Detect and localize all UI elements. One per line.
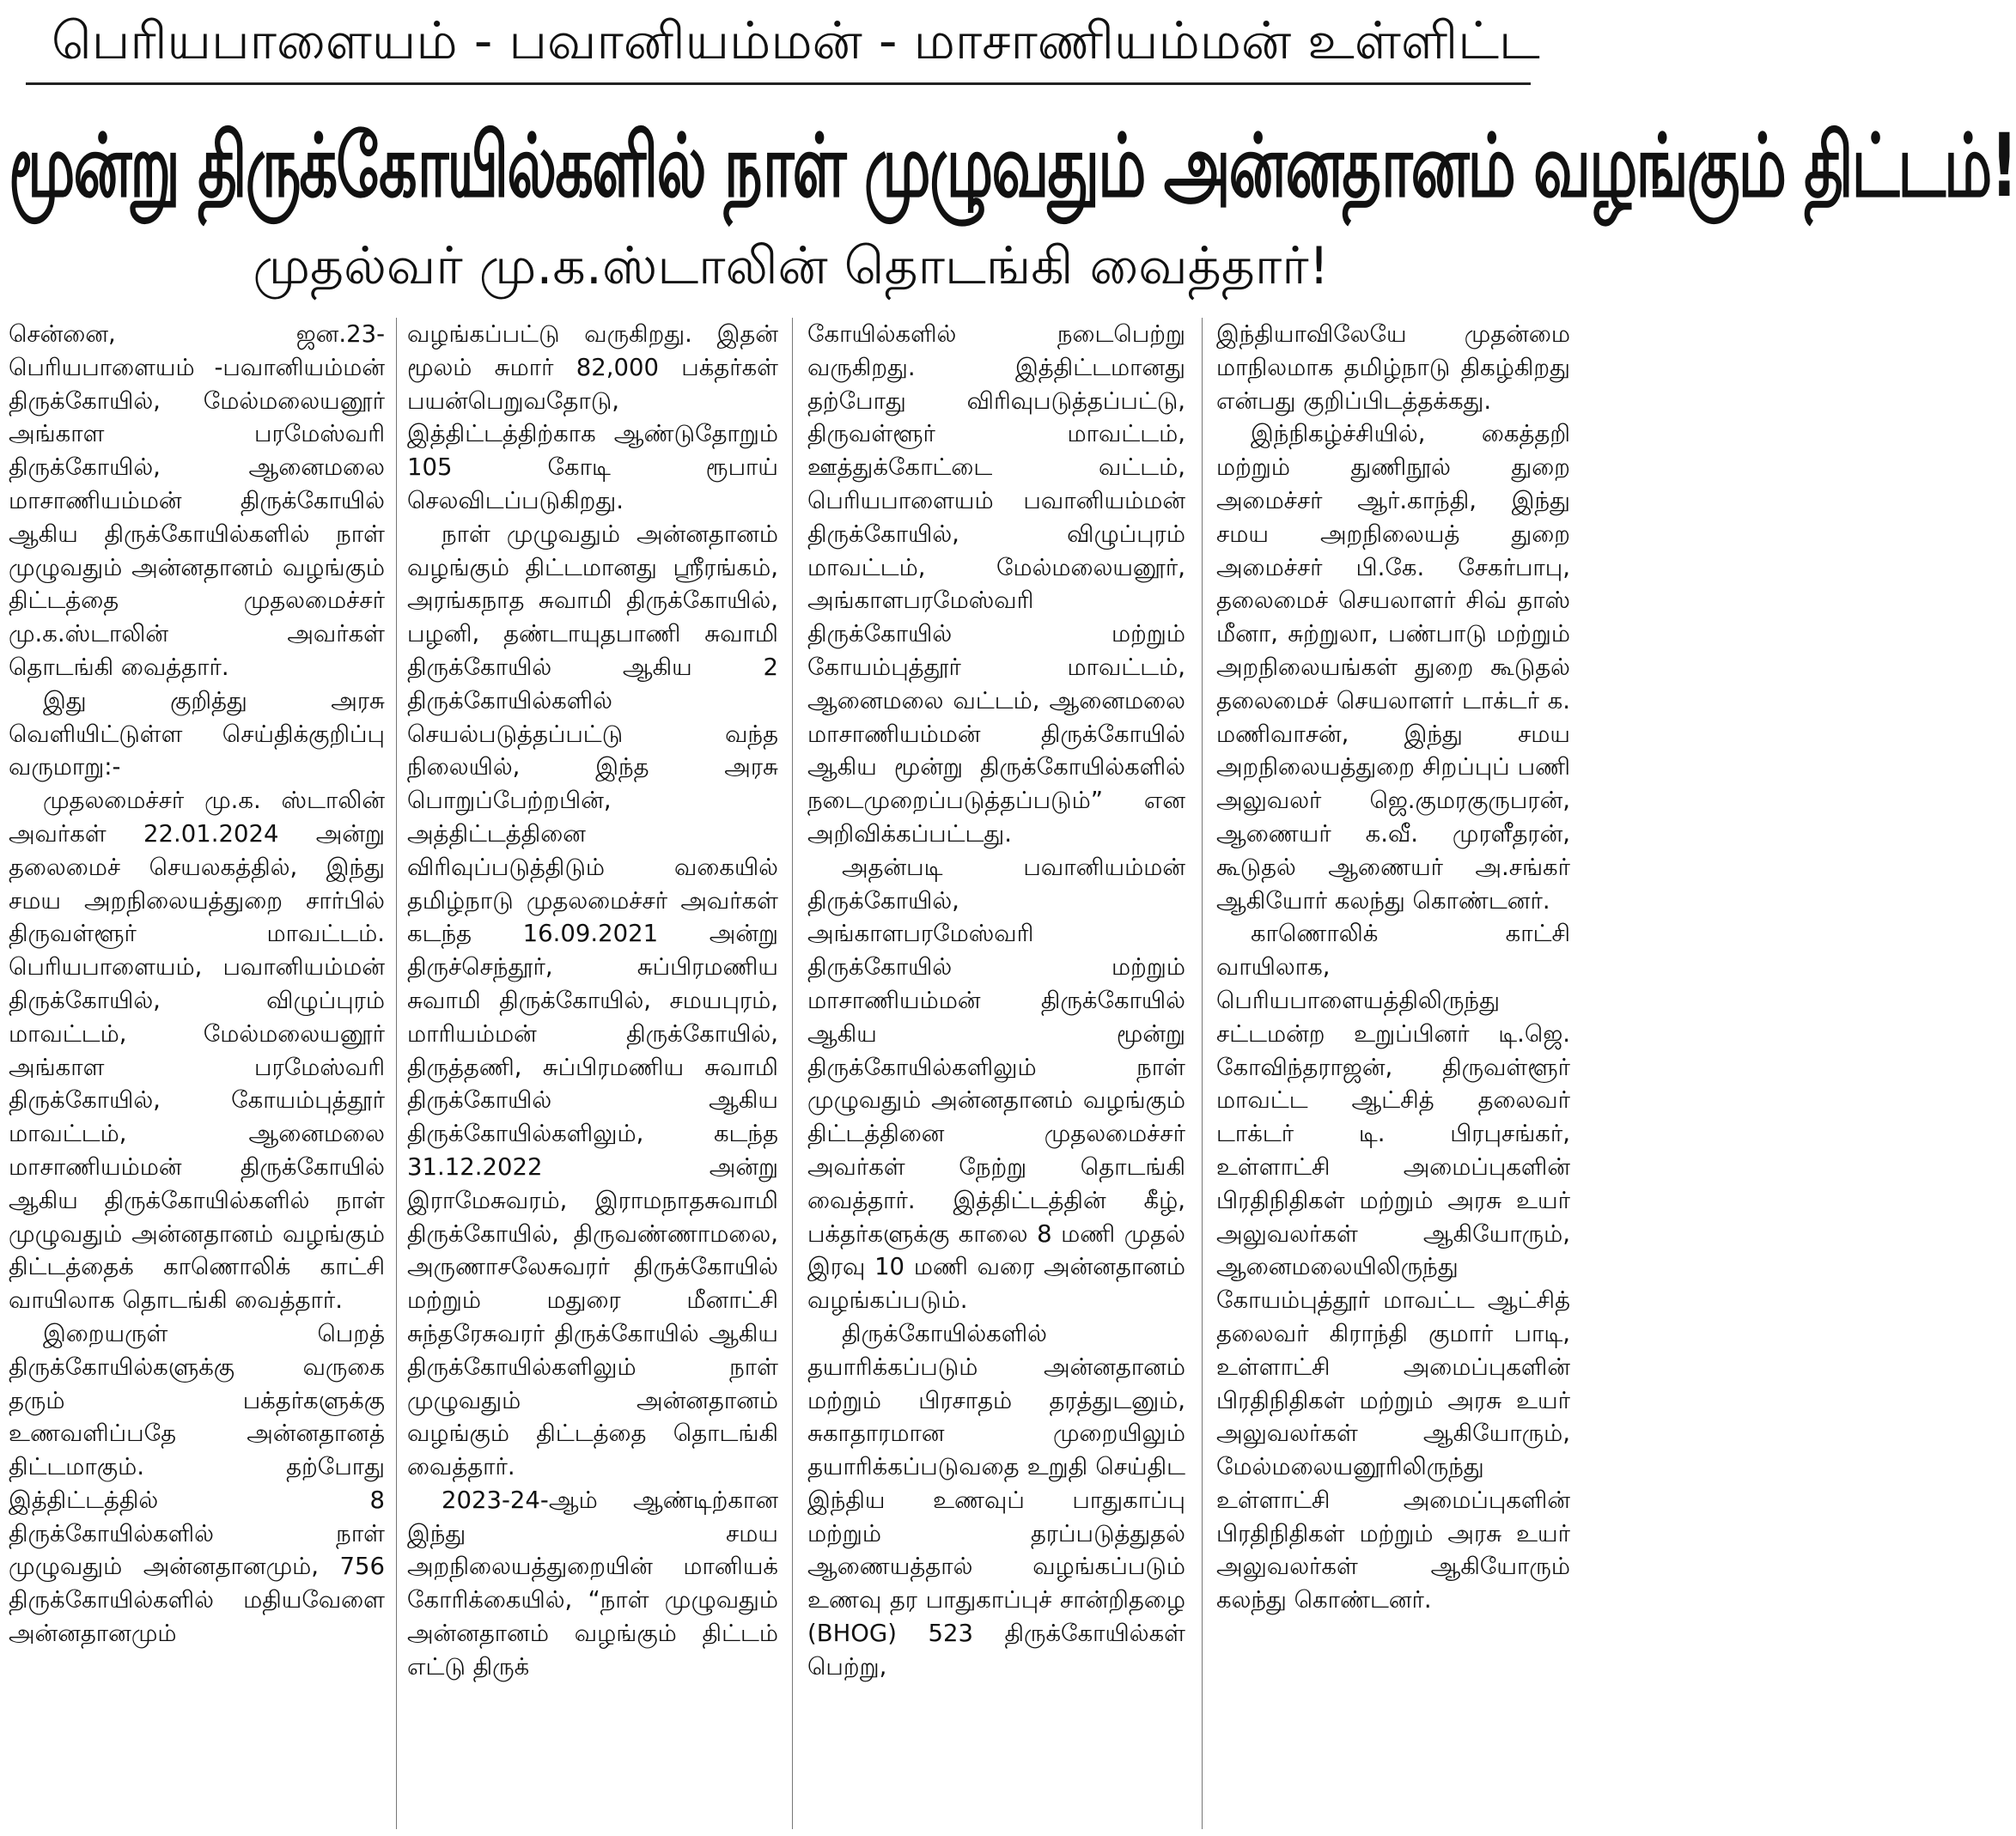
paragraph: திருக்கோயில்களில் தயாரிக்கப்படும் அன்னதானம் மற்றும் பிரசாதம் தரத்துடனும், சுகாதாரமான முறையிலும் தயாரிக்கப்படுவதை உறுதி செய்திட இந்திய உணவுப் பாதுகாப்பு மற்றும் தரப்படுத்துதல் ஆணையத்தால் வழங்கப்படும் உணவு தர பாதுகாப்புச் சான்றிதழை (BHOG) 523 திருக்கோயில்கள் பெற்று, [807, 1319, 1185, 1681]
subheadline: முதல்வர் மு.க.ஸ்டாலின் தொடங்கி வைத்தார்! [253, 236, 1330, 296]
column-divider [1202, 318, 1203, 1829]
column-3 [807, 318, 1185, 1829]
paragraph: முதலமைச்சர் மு.க. ஸ்டாலின் அவர்கள் 22.01.2024 அன்று தலைமைச் செயலகத்தில், இந்து சமய அறநிலையத்துறை சார்பில் திருவள்ளூர் மாவட்டம். பெரியபாளையம், பவானியம்மன் திருக்கோயில், விழுப்புரம் மாவட்டம், மேல்மலையனூர் அங்காள பரமேஸ்வரி திருக்கோயில், கோயம்புத்தூர் மாவட்டம், ஆனைமலை மாசாணியம்மன் திருக்கோயில் ஆகிய திருக்கோயில்களில் நாள் முழுவதும் அன்னதானம் வழங்கும் திட்டத்தைக் காணொலிக் காட்சி வாயிலாக தொடங்கி வைத்தார். [9, 787, 385, 1315]
paragraph: நாள் முழுவதும் அன்னதானம் வழங்கும் திட்டமானது ஸ்ரீரங்கம், அரங்கநாத சுவாமி திருக்கோயில், பழனி, தண்டாயுதபாணி சுவாமி திருக்கோயில் ஆகிய 2 திருக்கோயில்களில் செயல்படுத்தப்பட்டு வந்த நிலையில், இந்த அரசு பொறுப்பேற்றபின், அத்திட்டத்தினை விரிவுப்படுத்திடும் வகையில் தமிழ்நாடு முதலமைச்சர் அவர்கள் கடந்த 16.09.2021 அன்று திருச்செந்தூர், சுப்பிரமணிய சுவாமி திருக்கோயில், சமயபுரம், மாரியம்மன் திருக்கோயில், திருத்தணி, சுப்பிரமணிய சுவாமி திருக்கோயில் ஆகிய திருக்கோயில்களிலும், கடந்த 31.12.2022 அன்று இராமேசுவரம், இராமநாதசுவாமி திருக்கோயில், திருவண்ணாமலை, அருணாசலேசுவரர் திருக்கோயில் மற்றும் மதுரை மீனாட்சி சுந்தரேசுவரர் திருக்கோயில் ஆகிய திருக்கோயில்களிலும் நாள் முழுவதும் அன்னதானம் வழங்கும் திட்டத்தை தொடங்கி வைத்தார். [407, 520, 778, 1481]
column-4 [1216, 318, 1570, 1829]
paragraph: வழங்கப்பட்டு வருகிறது. இதன் மூலம் சுமார் 82,000 பக்தர்கள் பயன்பெறுவதோடு, இத்திட்டத்திற்காக ஆண்டுதோறும் 105 கோடி ரூபாய் செலவிடப்படுகிறது. [407, 320, 778, 514]
paragraph: காணொலிக் காட்சி வாயிலாக, பெரியபாளையத்திலிருந்து சட்டமன்ற உறுப்பினர் டி.ஜெ. கோவிந்தராஜன், திருவள்ளூர் மாவட்ட ஆட்சித் தலைவர் டாக்டர் டி. பிரபுசங்கர், உள்ளாட்சி அமைப்புகளின் பிரதிநிதிகள் மற்றும் அரசு உயர் அலுவலர்கள் ஆகியோரும், ஆனைமலையிலிருந்து கோயம்புத்தூர் மாவட்ட ஆட்சித் தலைவர் கிராந்தி குமார் பாடி, உள்ளாட்சி அமைப்புகளின் பிரதிநிதிகள் மற்றும் அரசு உயர் அலுவலர்கள் ஆகியோரும், மேல்மலையனூரிலிருந்து உள்ளாட்சி அமைப்புகளின் பிரதிநிதிகள் மற்றும் அரசு உயர் அலுவலர்கள் ஆகியோரும் கலந்து கொண்டனர். [1216, 920, 1570, 1614]
paragraph: இது குறித்து அரசு வெளியிட்டுள்ள செய்திக்குறிப்பு வருமாறு:- [9, 686, 385, 781]
paragraph: 2023-24-ஆம் ஆண்டிற்கான இந்து சமய அறநிலையத்துறையின் மானியக் கோரிக்கையில், “நாள் முழுவதும் அன்னதானம் வழங்கும் திட்டம் எட்டு திருக் [407, 1486, 778, 1681]
headline: மூன்று திருக்கோயில்களில் நாள் முழுவதும் அன்னதானம் வழங்கும் திட்டம்! [9, 114, 2016, 217]
kicker-line: பெரியபாளையம் - பவானியம்மன் - மாசாணியம்மன் உள்ளிட்ட [52, 11, 1540, 71]
column-1 [9, 318, 385, 1829]
column-2 [407, 318, 778, 1829]
article-body [9, 318, 1574, 1829]
paragraph: சென்னை, ஜன.23- பெரியபாளையம் -பவானியம்மன் திருக்கோயில், மேல்மலையனூர் அங்காள பரமேஸ்வரி திருக்கோயில், ஆனைமலை மாசாணியம்மன் திருக்கோயில் ஆகிய திருக்கோயில்களில் நாள் முழுவதும் அன்னதானம் வழங்கும் திட்டத்தை முதலமைச்சர் மு.க.ஸ்டாலின் அவர்கள் தொடங்கி வைத்தார். [9, 320, 385, 681]
column-divider [396, 318, 397, 1829]
paragraph: இறையருள் பெறத் திருக்கோயில்களுக்கு வருகை தரும் பக்தர்களுக்கு உணவளிப்பதே அன்னதானத் திட்டமாகும். தற்போது இத்திட்டத்தில் 8 திருக்கோயில்களில் நாள் முழுவதும் அன்னதானமும், 756 திருக்கோயில்களில் மதியவேளை அன்னதானமும் [9, 1319, 385, 1648]
paragraph: கோயில்களில் நடைபெற்று வருகிறது. இத்திட்டமானது தற்போது விரிவுபடுத்தப்பட்டு, திருவள்ளூர் மாவட்டம், ஊத்துக்கோட்டை வட்டம், பெரியபாளையம் பவானியம்மன் திருக்கோயில், விழுப்புரம் மாவட்டம், மேல்மலையனூர், அங்காளபரமேஸ்வரி திருக்கோயில் மற்றும் கோயம்புத்தூர் மாவட்டம், ஆனைமலை வட்டம், ஆனைமலை மாசாணியம்மன் திருக்கோயில் ஆகிய மூன்று திருக்கோயில்களில் நடைமுறைப்படுத்தப்படும்” என அறிவிக்கப்பட்டது. [807, 320, 1185, 848]
paragraph: இந்தியாவிலேயே முதன்மை மாநிலமாக தமிழ்நாடு திகழ்கிறது என்பது குறிப்பிடத்தக்கது. [1216, 320, 1570, 415]
column-divider [792, 318, 793, 1829]
paragraph: இந்நிகழ்ச்சியில், கைத்தறி மற்றும் துணிநூல் துறை அமைச்சர் ஆர்.காந்தி, இந்து சமய அறநிலையத் துறை அமைச்சர் பி.கே. சேகர்பாபு, தலைமைச் செயலாளர் சிவ் தாஸ் மீனா, சுற்றுலா, பண்பாடு மற்றும் அறநிலையங்கள் துறை கூடுதல் தலைமைச் செயலாளர் டாக்டர் க. மணிவாசன், இந்து சமய அறநிலையத்துறை சிறப்புப் பணி அலுவலர் ஜெ.குமரகுருபரன், ஆணையர் க.வீ. முரளீதரன், கூடுதல் ஆணையர் அ.சங்கர் ஆகியோர் கலந்து கொண்டனர். [1216, 420, 1570, 915]
paragraph: அதன்படி பவானியம்மன் திருக்கோயில், அங்காளபரமேஸ்வரி திருக்கோயில் மற்றும் மாசாணியம்மன் திருக்கோயில் ஆகிய மூன்று திருக்கோயில்களிலும் நாள் முழுவதும் அன்னதானம் வழங்கும் திட்டத்தினை முதலமைச்சர் அவர்கள் நேற்று தொடங்கி வைத்தார். இத்திட்டத்தின் கீழ், பக்தர்களுக்கு காலை 8 மணி முதல் இரவு 10 மணி வரை அன்னதானம் வழங்கப்படும். [807, 853, 1185, 1315]
